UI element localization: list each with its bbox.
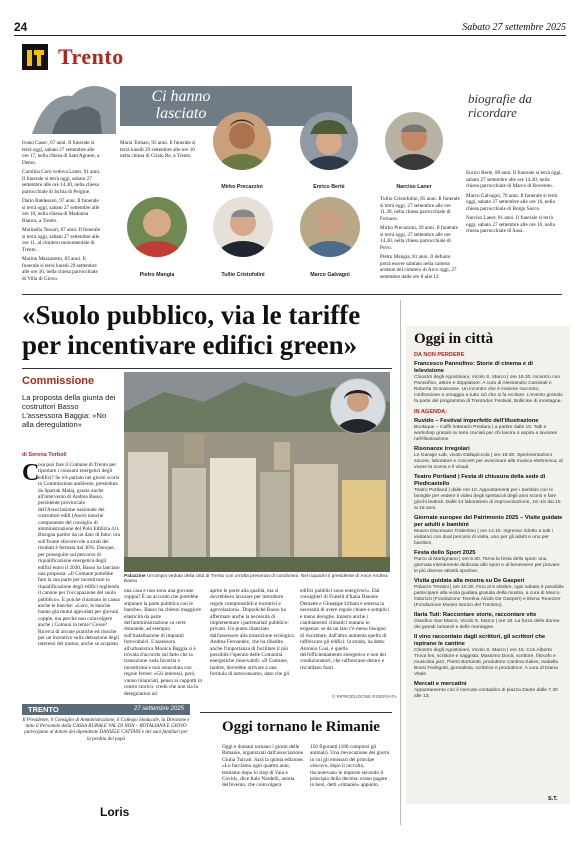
event-description: Bookique – Caffè letterario Predara | a partire dalle 10. Talk e workshop gratuiti su temi cruciali per chi lavora o aspira a lavorare nell'illustrazione: [414, 425, 558, 442]
header-rule: [14, 35, 566, 36]
article-headline: «Suolo pubblico, via le tariffe per incentivare edifici green»: [22, 300, 361, 360]
portrait-enrico-berte: [300, 112, 358, 170]
obituary-entry: Maria Tomasi, 95 anni. Il funerale si terrà lunedì 29 settembre alle ore 10 nella chiesa di Cristo Re, a Trento.: [120, 140, 196, 159]
article-credit: © RIPRODUZIONE RISERVATA: [332, 694, 397, 699]
obituary-entry: Ivano Casec, 67 anni. Il funerale si terrà oggi, sabato 27 settembre alle ore 17, nella chiesa di Sant'Agnese, a Demo.: [22, 140, 100, 166]
events-list: [414, 352, 564, 796]
obituary-entry: Tullio Cristofolini, 85 anni. Il funerale si terrà oggi, 27 settembre alle ore 11.30, nella chiesa parrocchiale di Fornace.: [380, 196, 460, 222]
article-column-4: edifici pubblici sono energivori». Dai consiglieri di Fratelli d'Italia Daniele Demattè e Giuseppe Urbani è emersa la necessità di avere regole chiare e semplici e meno deroghe. Intanto anche i cambiamenti climatici mutano le esigenze: se da un lato c'è meno bisogno di riscaldare, dall'altro aumenta quello di raffrescare gli edifici: la strada, ha detto Antonio Cosi, è quella dell'efficientamento energetico e non dei condizionatori, che raffrescano dentro e riscaldano fuori.: [300, 588, 390, 671]
article-subhead: La proposta della giunta dei costruttori Basso L'assessora Baggia: «No alla deregulation»: [22, 393, 116, 429]
section-title: Trento: [58, 44, 124, 69]
event-description: Parco di Martignano | ore 9.30. Torna la festa dello sport: una giornata interamente dedicata allo sport e al benessere per provare le più diverse attività sportive.: [414, 557, 560, 574]
obituary-entry: Marino Mazzaretto, 83 anni. Il funerale si terrà lunedì 29 settembre alle ore 16, nella chiesa parrocchiale di Villa di Giovo.: [22, 256, 98, 282]
rimanie-title: Oggi tornano le Rimanie: [222, 719, 380, 735]
event-title: Francesco Pannofino: Storie di cinema e di televisione: [414, 361, 533, 374]
rimanie-rule: [200, 712, 392, 713]
column-divider: [400, 300, 401, 825]
event-title: Visita guidata alla mostra su De Gasperi: [414, 578, 525, 584]
inset-portrait-andrea-basso: [330, 378, 386, 434]
obituary-column-2: [120, 140, 200, 160]
portrait-pietro-mangia: [127, 197, 187, 257]
event-description: Le Garage Lab, vicolo Dallapiccola | ore 18.30. Sperimentazioni sonore, laboratori e concerti per avvicinare alla musica elettronica, al vivere la scena e il visual.: [414, 453, 563, 470]
events-section-head: DA NON PERDERE: [414, 352, 465, 358]
headline-rule: [22, 294, 562, 295]
headline-bottom-rule: [22, 368, 392, 369]
portrait-caption: Tullio Cristofolini: [221, 272, 265, 278]
article-byline: di Serena Torboli: [22, 452, 67, 458]
obituary-entry: Marinella Tessari, 67 anni. Il funerale si terrà oggi, sabato 27 settembre alle ore 11, al cimitero monumentale di Trento.: [22, 227, 101, 253]
event-title: Risonanze irregolari: [414, 446, 470, 452]
event-title: Ruvido – Festival imperfetto dell'illustrazione: [414, 418, 539, 424]
rimanie-column-1: Oggi e domani tornano i giorni delle Rimanie, organizzati dall'associazione Giulia Turcati. Sarà la quinta edizione. «Lo facciamo ogni quattro anni, tentiamo dopo lo stop di Vaia e Covid», dice Italo Nardelli, anima dell'evento, che coinvolgerà: [222, 744, 304, 789]
events-title: Oggi in città: [414, 331, 494, 347]
portrait-caption: Narciso Laner: [396, 184, 432, 190]
obituary-column-3: [380, 196, 460, 280]
event-title: Festa dello Sport 2025: [414, 550, 476, 556]
notice-section: TRENTO: [28, 705, 59, 714]
notice-text: Il Presidente, il Consiglio di Amministrazione, il Collegio Sindacale, la Direzione e tutto il Personale della CASSA RURALE VAL DI NON – ROTALIANA E GIOVO partecipano al dolore del dipendente DANIELE CATTANI e dei suoi familiari per la perdita del papà: [22, 718, 190, 742]
portrait-caption: Marco Galvagni: [310, 272, 350, 278]
portrait-caption: Enrico Bertè: [313, 184, 345, 190]
article-column-1: osa può fare il Comune di Trento per riportare i consumi energetici degli edifici? Se n'è parlato nei giorni scorsi in Commissione ambiente, presieduta da Spartak Malaj, grazie anche all'intervento di Andrea Basso, presidente provinciale dell'Associazione nazionale dei costruttori edili (Ance) nonché componente del consiglio di amministrazione del Polo Edilizia 4.0. Bisogna partire da un dato di fatto: ora sull'fronte sfavorevole a strati dei risultati è fermata dal 36%. Dunque, per proseguire sul percorso di riqualificazione energetica degli edifici entro il 2030, Basso ha lanciato una proposta: «Il Comune potrebbe fare la sua parte per incentivare la riqualificazione degli edifici togliendo il canone per l'occupazione del suolo pubblico». E poiché chiamato in causa anche le banche: «Loro, le banche hanno già mutui agevolati per giovani coppie, ma perché non coinvolgere anche i Comuni in tema? Cosse? Ricerca di alcune pratiche ed riuscite per un incentivo sulla detrazione degli interessi del mutuo, anche se acquisto: [38, 462, 120, 648]
article-kicker: Commissione: [22, 375, 95, 387]
event-description: Palazzo Trentini | ore 10.30. Fino al 5 ottobre, ogni sabato è possibile partecipare alla visita guidata gratuita della mostra, a cura di Marco Odorizzi (Fondazione Trentina Alcide De Gasperi) e Elena Tonezzer (Fondazione Museo storico del Trentino).: [414, 585, 564, 608]
obituary-entry: Mirko Precazzini, 29 anni. Il funerale si terrà oggi, 27 settembre alle ore 14.30, nella chiesa parrocchiale di Povo.: [380, 225, 458, 251]
obituary-title: Ci hanno lasciato: [151, 88, 211, 122]
obituary-entry: Enrico Bertè, 89 anni. Il funerale si terrà oggi, sabato 27 settembre alle ore 14.30, nella chiesa parrocchiale di Marco di Rovereto.: [466, 170, 562, 189]
newspaper-logo-icon: [22, 44, 48, 70]
portrait-narciso-laner: [385, 112, 443, 170]
page-number: 24: [14, 20, 28, 34]
caption-text: Un'ampia veduta della città di Trento con un'alta presenza di condomini. Nel riquadro il presidente di Ance Andrea Basso: [124, 574, 388, 584]
photo-caption: [124, 574, 390, 584]
notice-name: Loris: [100, 805, 130, 819]
portrait-marco-galvagni: [300, 197, 360, 257]
angel-statue-image: [22, 74, 118, 136]
issue-date: Sabato 27 settembre 2025: [462, 22, 566, 33]
obituary-right-label: biografie da ricordare: [468, 91, 532, 120]
notice-banner: [22, 704, 190, 715]
portrait-caption: Pietro Mangia: [139, 272, 175, 278]
article-column-2: una casa e non sono una giovane coppia? È un accordo che potrebbe stipulare la parte pubblica con le banche». Basso ha chiesto maggiore elasticità da parte dell'amministrazione su certe domande, ad esempio sull'installazione di impianti fotovoltaici. L'assessora all'urbanistica Monica Baggia si è trovata d'accordo sul fatto che la transizione vada favorita e incentivata e non ostacolata con regole ferree: «Gli interessi, però, vanno bilanciati, penso ai cappotti in centro storico: credo che non sia la deregulation ad: [124, 588, 202, 697]
event-title: Giornate europee del Patrimonio 2025 – Visite guidate per adulti e bambini: [414, 515, 563, 528]
event-title: Mercati e mercatini: [414, 681, 467, 687]
obituary-entry: Carolina Corn vedova Laner, 91 anni. Il funerale si terrà oggi, sabato 27 settembre alle ore 14.30, nella chiesa parrocchiale di Ischia di Pergine.: [22, 169, 101, 195]
event-description: Chiostro degli Agostiniani, Vicolo S. Marco | ore 15. Con Alberto Trova fes, scrittore e saggista, Massimo Donà, scrittore, filosofo e musicista jazz, Pietro Bortolotti, produttore Cantina Salies, Isabella Bossi Fedrigotti, giornalista, scrittrice e produttrice. A cura di Diana Vitale: [414, 648, 559, 677]
event-description: Museo Diocesano Tridentino | ore 14.15. Ingresso ridotto a tutti i visitatori con dual percorsi di visita, uno per gli adulti e uno per bambini: [414, 529, 553, 546]
obituary-column-1: [22, 140, 102, 285]
event-description: Appuntamento con il mercato contadino di piazza Dante dalle 7.30 alle 13.: [414, 688, 558, 699]
rimanie-column-2: 150 figuranti (180 compresi gli animali). Una rievocazione dei giorni in cui gli emissari del principe vescovo, dopo il raccolto, riscuotevano le imposte secondo il principio della decima: erano pagate in beni, detti «rimanie» appunto.: [310, 744, 390, 789]
portrait-caption: Mirko Precazzini: [221, 184, 263, 190]
event-title: Il vino raccontato dagli scrittori, gli scrittori che ispirano le cantine: [414, 634, 546, 647]
article-dropcap: C: [22, 460, 40, 486]
portrait-tullio-cristofolini: [213, 197, 273, 257]
obituary-entry: Dario Baldessari, 97 anni. Il funerale si terrà oggi, sabato 27 settembre alle ore 10, nella chiesa di Madonna Bianca, a Trento.: [22, 198, 100, 224]
obituary-entry: Narciso Laner, 81 anni. Il funerale si terrà oggi, sabato 27 settembre alle ore 16, nella chiesa parrocchiale di Susà.: [466, 215, 555, 234]
notice-date: 27 settembre 2025: [133, 706, 184, 712]
event-description: Teatro Portland | dalle ore 10. Appuntamenti per i bambini con le famiglie per vedere il video degli spettacoli degli anni scorsi e fare giochi teatrali. Dalle 14 laboratorio di improvvisazione, 16–18 dai 15 ai 18 anni.: [414, 488, 561, 511]
events-signature: S.T.: [548, 796, 558, 802]
obituary-entry: Marco Galvagni, 70 anni. Il funerale si terrà oggi, sabato 27 settembre alle ore 16, nella chiesa parrocchiale di Borgo Sacco.: [466, 192, 558, 212]
event-title: Ilaria Tuti: Raccontare storie, raccontare vite: [414, 612, 537, 618]
event-title: Teatro Portland | Festa di chiusura della sede di Piedicastello: [414, 474, 546, 487]
obituary-entry: Pietro Mangia, 81 anni. Il defunto potrà essere salutato nella camera ardente del cimitero di Arco oggi, 27 settembre dalle ore 8 alle 12.: [380, 254, 457, 280]
article-column-3: aprire le porte alla qualità, ma si dovrebbero lavorare per introdurre regole comprensibili e incentivi e agevolazioni». Dopodiché Basso ha affermato anche la necessità di implementare i partenariati pubblico-privato. Un punto rilanciato dall'assessore alla transizione ecologica Andrea Fernandez, che ha ribadito anche l'importanza di facilitare il più possibile l'operato delle Comunità energetiche rinnovabili. «Il Comune, inoltre, dovrebbe arrivare a una formula di autoconsumo, dato che gli: [210, 588, 294, 678]
event-description: Giardino San Marco, Vicolo S. Marco | ore 18. La forza delle donne, dei grandi romanzi e delle montagne.: [414, 619, 561, 630]
portrait-mirko-precazzini: [213, 112, 271, 170]
events-section-head: IN AGENDA:: [414, 409, 448, 415]
obituary-column-4: [466, 170, 562, 235]
caption-label: Palazzine: [124, 574, 146, 579]
event-description: Chiostro degli Agostiniani, Vicolo S. Marco | ore 19.30. Incontro con Pannofino, attore e doppiatore. A cura di Alessandro Caminati e Roberta Scoransone. Un incontro che è insieme racconto, confessione e omaggio a tutto ciò che si fa recitare. L'evento gratuito fa parte del programma di Trentodoc Festival, Bollicine di montagna.: [414, 375, 563, 404]
